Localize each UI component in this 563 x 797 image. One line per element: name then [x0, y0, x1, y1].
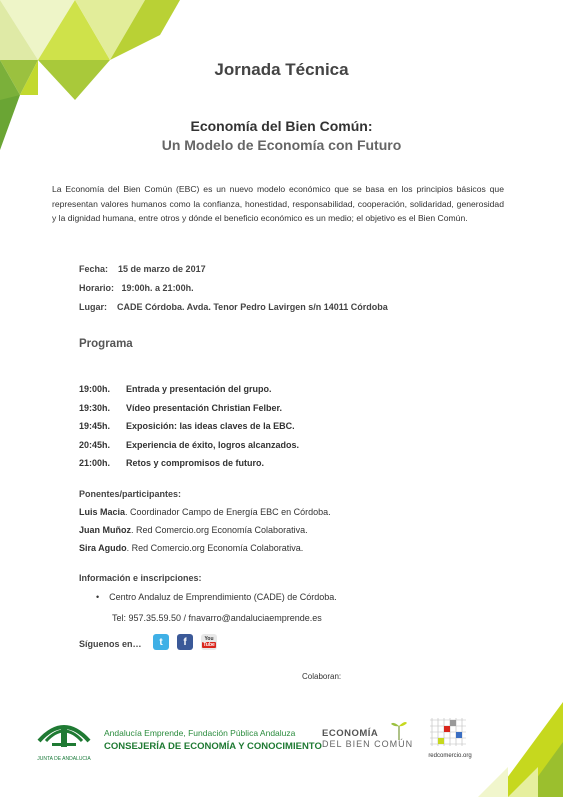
informacion-center: Centro Andaluz de Emprendimiento (CADE) de Córdoba.: [109, 592, 337, 602]
programa-heading: Programa: [79, 338, 133, 350]
page-title: Jornada Técnica: [214, 60, 349, 79]
ebc-line2: DEL BIEN COMÚN: [322, 739, 414, 749]
programa-list: [79, 379, 299, 472]
ebc-line1: ECONOMÍA: [322, 728, 379, 739]
programa-time: 19:45h.: [79, 421, 111, 431]
informacion-heading: Información e inscripciones:: [79, 573, 202, 583]
horario-label: Horario:: [79, 283, 115, 293]
fecha-label: Fecha:: [79, 264, 109, 274]
ebc-sprout-icon: [390, 718, 408, 740]
decorative-triangles-top-left: [0, 0, 200, 160]
lugar-label: Lugar:: [79, 302, 107, 312]
programa-text: Entrada y presentación del grupo.: [126, 384, 272, 394]
intro-paragraph: La Economía del Bien Común (EBC) es un nuevo modelo económico que se basa en los principios básicos que representan valores humanos como la confianza, honestidad, responsabilidad, cooperación, solidaridad, generosidad y la dignidad humana, entre otros y dónde el beneficio económico es un medio; el objetivo es el Bien Común.: [52, 184, 504, 223]
andalucia-line2: CONSEJERÍA DE ECONOMÍA Y CONOCIMIENTO: [104, 741, 322, 752]
redcomercio-grid-icon: [428, 716, 468, 748]
programa-text: Vídeo presentación Christian Felber.: [126, 402, 283, 413]
programa-item: [79, 453, 299, 472]
ponente-name: Juan Muñoz: [79, 525, 131, 535]
ponente-desc: . Red Comercio.org Economía Colaborativa.: [131, 525, 308, 535]
programa-text: Experiencia de éxito, logros alcanzados.: [126, 439, 300, 450]
youtube-icon[interactable]: You Tube: [201, 634, 217, 650]
redcomercio-logo: [422, 716, 478, 759]
twitter-icon[interactable]: t: [153, 634, 169, 650]
lugar-value: CADE Córdoba. Avda. Tenor Pedro Lavirgen s/n 14011 Córdoba: [117, 302, 388, 312]
subtitle-secondary: Un Modelo de Economía con Futuro: [161, 137, 402, 153]
lugar-line: [79, 302, 388, 312]
ponente-item: [79, 525, 308, 535]
programa-item: [79, 398, 299, 417]
programa-text: Exposición: las ideas claves de la EBC.: [126, 421, 295, 431]
facebook-icon[interactable]: f: [177, 634, 193, 650]
horario-line: [79, 283, 194, 293]
programa-item: [79, 379, 299, 398]
junta-logo: [34, 713, 94, 762]
ebc-logo: [322, 728, 413, 749]
junta-emblem-icon: [34, 713, 94, 751]
junta-text: JUNTA DE ANDALUCIA: [37, 756, 91, 762]
informacion-bullet: [96, 592, 337, 602]
programa-time: 19:00h.: [79, 384, 111, 394]
programa-time: 21:00h.: [79, 458, 111, 468]
social-label: Síguenos en…: [79, 639, 142, 649]
ponente-name: Luis Macia: [79, 507, 126, 517]
programa-time: 20:45h.: [79, 439, 111, 450]
ponentes-heading: Ponentes/participantes:: [79, 489, 182, 499]
bullet-dot: •: [96, 592, 100, 602]
horario-value: 19:00h. a 21:00h.: [121, 283, 194, 293]
ponente-desc: . Red Comercio.org Economía Colaborativa.: [126, 543, 304, 553]
programa-text: Retos y compromisos de futuro.: [126, 458, 265, 468]
ponente-item: [79, 507, 331, 517]
fecha-value: 15 de marzo de 2017: [118, 264, 206, 274]
fecha-line: [79, 264, 206, 274]
andalucia-line1: Andalucía Emprende, Fundación Pública Andaluza: [104, 728, 296, 738]
ponente-name: Sira Agudo: [79, 543, 127, 553]
ponente-desc: . Coordinador Campo de Energía EBC en Córdoba.: [125, 507, 331, 517]
programa-item: [79, 416, 299, 435]
programa-item: [79, 435, 299, 454]
social-icons: [153, 634, 217, 650]
colaboran-label: Colaboran:: [302, 672, 342, 681]
programa-time: 19:30h.: [79, 402, 111, 413]
andalucia-emprende-logo: [104, 728, 322, 752]
redcomercio-text: redcomercio.org: [428, 753, 472, 759]
subtitle: Economía del Bien Común:: [190, 118, 373, 134]
ponente-item: [79, 543, 303, 553]
informacion-contact: Tel: 957.35.59.50 / fnavarro@andaluciaemprende.es: [112, 613, 322, 623]
